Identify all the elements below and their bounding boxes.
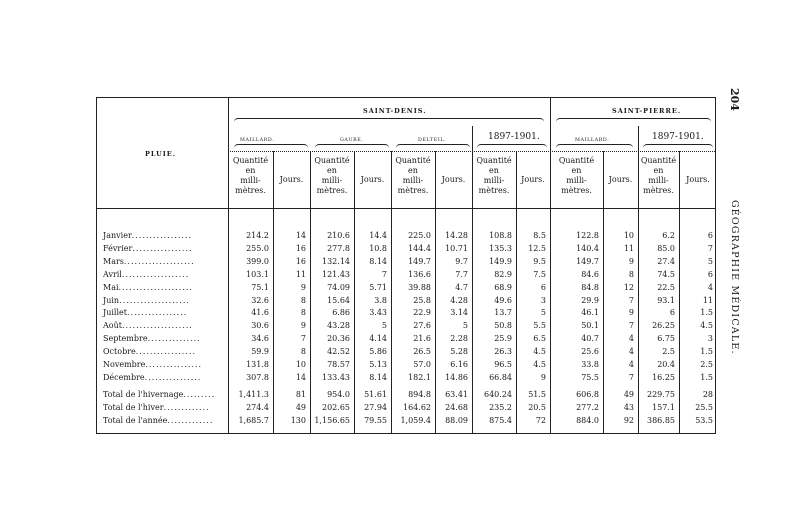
cell-value: 85.0: [657, 243, 675, 253]
sub-brace: [556, 144, 633, 149]
cell-value: 82.9: [494, 269, 512, 279]
cell-value: 14: [295, 372, 306, 382]
cell-value: 68.9: [494, 282, 512, 292]
cell-value: 277.2: [576, 402, 599, 412]
cell-value: 75.5: [581, 372, 599, 382]
heading-line: en: [489, 166, 499, 175]
cell-value: 225.0: [408, 231, 431, 240]
cell-value: 14.4: [369, 231, 387, 240]
row-label-text: Février: [103, 243, 133, 253]
sub-brace: [477, 144, 547, 149]
cell-value: 24.68: [445, 402, 468, 412]
group-brace: [234, 118, 544, 123]
cell-value: 4.5: [533, 360, 546, 369]
cell-value: 884.0: [576, 415, 599, 425]
cell-value: 6: [707, 231, 713, 240]
cell-value: 6: [669, 308, 675, 318]
leader-dots: .............: [167, 415, 214, 425]
heading-line: mètres.: [316, 186, 348, 195]
cell-value: 25.9: [494, 334, 512, 344]
running-head: GÉOGRAPHIE MÉDICALE.: [729, 200, 740, 355]
cell-value: 9: [628, 256, 634, 266]
column-quantity-heading: [550, 156, 603, 196]
leader-dots: ....................: [123, 256, 195, 266]
cell-value: 3.43: [369, 308, 387, 318]
heading-line: mètres.: [397, 186, 429, 195]
cell-value: 27.6: [413, 321, 431, 331]
cell-value: 5: [381, 321, 387, 331]
cell-value: 39.88: [408, 282, 431, 292]
column-days-heading: Jours.: [608, 175, 633, 184]
heading-line: Quantité: [476, 156, 512, 165]
heading-line: milli-: [321, 176, 343, 185]
cell-value: 59.9: [251, 347, 269, 357]
cell-value: 7.5: [533, 269, 546, 279]
cell-value: 133.43: [322, 372, 350, 382]
cell-value: 399.0: [246, 256, 269, 266]
cell-value: 3: [707, 334, 713, 344]
cell-value: 25.5: [695, 402, 713, 412]
heading-line: en: [327, 166, 337, 175]
heading-line: Quantité: [640, 156, 677, 165]
cell-value: 57.0: [413, 360, 431, 369]
group-saint-denis: SAINT-DENIS.: [363, 107, 427, 115]
sub-header: MAILLARD.: [240, 138, 275, 143]
leader-dots: .........: [183, 390, 216, 399]
cell-value: 84.8: [581, 282, 599, 292]
cell-value: 10.8: [369, 243, 387, 253]
cell-value: 34.6: [251, 334, 269, 344]
heading-line: Quantité: [232, 156, 269, 165]
cell-value: 894.8: [408, 390, 431, 399]
row-label: [103, 283, 193, 292]
cell-value: 78.57: [327, 360, 350, 369]
row-label: [103, 296, 190, 305]
row-label-text: Mars: [103, 256, 124, 266]
heading-line: mètres.: [643, 186, 674, 195]
row-label: [103, 244, 193, 253]
cell-value: 5.71: [369, 282, 387, 292]
heading-line: Quantité: [558, 156, 595, 165]
row-label: [103, 347, 196, 356]
cell-value: 43: [623, 402, 634, 412]
cell-value: 6.75: [657, 334, 675, 344]
heading-line: Quantité: [314, 156, 350, 165]
cell-value: 1.5: [700, 347, 713, 357]
cell-value: 10: [295, 360, 306, 369]
row-label-text: Total de l'hiver: [103, 402, 164, 412]
row-label: [103, 308, 187, 317]
cell-value: 121.43: [322, 269, 350, 279]
group-brace: [556, 118, 711, 123]
row-label: [103, 360, 202, 369]
cell-value: 8.14: [369, 256, 387, 266]
heading-line: milli-: [483, 176, 505, 185]
cell-value: 15.64: [327, 295, 350, 305]
leader-dots: ...............: [147, 334, 201, 344]
cell-value: 3.8: [374, 295, 387, 305]
heading-line: milli-: [566, 176, 587, 185]
cell-value: 6: [540, 282, 546, 292]
cell-value: 21.6: [413, 334, 431, 344]
row-label-text: Septembre: [103, 334, 148, 344]
cell-value: 10.71: [445, 243, 468, 253]
sub-brace: [234, 144, 308, 149]
cell-value: 108.8: [489, 231, 512, 240]
cell-value: 307.8: [246, 372, 269, 382]
heading-line: Quantité: [395, 156, 431, 165]
cell-value: 9: [628, 308, 634, 318]
cell-value: 8: [300, 347, 306, 357]
cell-value: 49: [295, 402, 306, 412]
cell-value: 49: [623, 390, 634, 399]
leader-dots: .....................: [118, 282, 193, 292]
sub-header: MAILLARD.: [575, 138, 610, 143]
cell-value: 1.5: [700, 308, 713, 318]
leader-dots: .............: [163, 402, 210, 412]
row-header: PLUIE.: [145, 150, 177, 158]
cell-value: 4.28: [450, 295, 468, 305]
cell-value: 33.8: [581, 360, 599, 369]
cell-value: 12: [623, 282, 634, 292]
cell-value: 6.16: [450, 360, 468, 369]
column-days-heading: Jours.: [521, 175, 545, 184]
cell-value: 66.84: [489, 372, 512, 382]
column-days-heading: Jours.: [279, 175, 304, 184]
cell-value: 72: [535, 415, 546, 425]
heading-line: milli-: [402, 176, 424, 185]
cell-value: 16: [295, 256, 306, 266]
sub-brace: [315, 144, 389, 149]
column-quantity-heading: [472, 156, 516, 196]
cell-value: 4: [628, 347, 634, 357]
row-label-text: Octobre: [103, 347, 136, 357]
cell-value: 14.86: [445, 372, 468, 382]
sub-header: DELTEIL.: [418, 138, 447, 143]
cell-value: 1,156.65: [314, 415, 350, 425]
cell-value: 75.1: [251, 282, 269, 292]
leader-dots: ................: [145, 360, 203, 369]
cell-value: 954.0: [327, 390, 350, 399]
cell-value: 20.4: [657, 360, 675, 369]
page-number: 204: [728, 88, 741, 111]
cell-value: 41.6: [251, 308, 269, 318]
cell-value: 11: [295, 269, 306, 279]
cell-value: 277.8: [327, 243, 350, 253]
cell-value: 16.25: [652, 372, 675, 382]
heading-line: mètres.: [235, 186, 266, 195]
cell-value: 103.1: [246, 269, 269, 279]
cell-value: 157.1: [652, 402, 675, 412]
cell-value: 2.5: [700, 360, 713, 369]
rule: [550, 98, 551, 433]
cell-value: 26.25: [652, 321, 675, 331]
cell-value: 7: [628, 372, 634, 382]
row-label-text: Août: [103, 321, 122, 331]
cell-value: 16: [295, 243, 306, 253]
cell-value: 164.62: [403, 402, 431, 412]
cell-value: 4.7: [455, 282, 468, 292]
cell-value: 22.9: [413, 308, 431, 318]
cell-value: 96.5: [494, 360, 512, 369]
column-days-heading: Jours.: [360, 175, 385, 184]
cell-value: 130: [290, 415, 306, 425]
cell-value: 4.5: [533, 347, 546, 357]
row-label: [103, 321, 193, 330]
cell-value: 50.1: [581, 321, 599, 331]
cell-value: 4: [628, 334, 634, 344]
cell-value: 29.9: [581, 295, 599, 305]
column-quantity-heading: [391, 156, 435, 196]
cell-value: 7: [707, 243, 713, 253]
cell-value: 7: [628, 295, 634, 305]
cell-value: 132.14: [322, 256, 350, 266]
row-label: [103, 270, 189, 279]
heading-line: mètres.: [478, 186, 510, 195]
cell-value: 1,411.3: [238, 390, 269, 399]
cell-value: 8: [300, 295, 306, 305]
cell-value: 5: [540, 308, 546, 318]
cell-value: 5.28: [450, 347, 468, 357]
cell-value: 9.5: [533, 256, 546, 266]
cell-value: 27.94: [364, 402, 387, 412]
cell-value: 5: [462, 321, 468, 331]
cell-value: 4.14: [369, 334, 387, 344]
cell-value: 255.0: [246, 243, 269, 253]
leader-dots: ....................: [121, 321, 193, 331]
cell-value: 49.6: [494, 295, 512, 305]
cell-value: 5.13: [369, 360, 387, 369]
cell-value: 8: [628, 269, 634, 279]
leader-dots: ................: [144, 372, 202, 382]
cell-value: 7: [628, 321, 634, 331]
cell-value: 43.28: [327, 321, 350, 331]
cell-value: 149.7: [576, 256, 599, 266]
cell-value: 136.6: [408, 269, 431, 279]
cell-value: 6: [707, 269, 713, 279]
cell-value: 2.28: [450, 334, 468, 344]
row-label: [103, 416, 213, 425]
sub-header: 1897-1901.: [652, 132, 704, 142]
cell-value: 81: [295, 390, 306, 399]
cell-value: 8.5: [533, 231, 546, 240]
cell-value: 210.6: [327, 231, 350, 240]
cell-value: 13.7: [494, 308, 512, 318]
sub-header: 1897-1901.: [488, 132, 540, 142]
column-days-heading: Jours.: [686, 175, 710, 184]
row-label-text: Juin: [103, 295, 120, 305]
cell-value: 135.3: [489, 243, 512, 253]
rainfall-table: [96, 97, 716, 434]
cell-value: 22.5: [657, 282, 675, 292]
heading-line: en: [408, 166, 418, 175]
cell-value: 74.09: [327, 282, 350, 292]
cell-value: 53.5: [695, 415, 713, 425]
cell-value: 11: [702, 295, 713, 305]
cell-value: 20.5: [528, 402, 546, 412]
row-label: [103, 373, 201, 382]
header-rule: [97, 208, 715, 209]
cell-value: 12.5: [528, 243, 546, 253]
cell-value: 14.28: [445, 231, 468, 240]
row-label-text: Novembre: [103, 360, 146, 369]
sub-brace: [643, 144, 713, 149]
cell-value: 3: [540, 295, 546, 305]
cell-value: 202.65: [322, 402, 350, 412]
cell-value: 9.7: [455, 256, 468, 266]
leader-dots: .................: [132, 243, 193, 253]
cell-value: 131.8: [246, 360, 269, 369]
cell-value: 182.1: [408, 372, 431, 382]
heading-line: en: [653, 166, 664, 175]
cell-value: 25.8: [413, 295, 431, 305]
cell-value: 63.41: [445, 390, 468, 399]
leader-dots: .................: [135, 347, 196, 357]
row-label: [103, 334, 201, 343]
cell-value: 5.5: [533, 321, 546, 331]
cell-value: 40.7: [581, 334, 599, 344]
leader-dots: .................: [131, 231, 192, 240]
cell-value: 9: [540, 372, 546, 382]
cell-value: 229.75: [647, 390, 675, 399]
cell-value: 1,685.7: [238, 415, 269, 425]
cell-value: 122.8: [576, 231, 599, 240]
cell-value: 51.5: [528, 390, 546, 399]
cell-value: 7: [381, 269, 387, 279]
cell-value: 84.6: [581, 269, 599, 279]
heading-line: mètres.: [561, 186, 592, 195]
cell-value: 8: [300, 308, 306, 318]
cell-value: 144.4: [408, 243, 431, 253]
cell-value: 1,059.4: [400, 415, 431, 425]
cell-value: 7: [300, 334, 306, 344]
cell-value: 140.4: [576, 243, 599, 253]
cell-value: 274.4: [246, 402, 269, 412]
cell-value: 214.2: [246, 231, 269, 240]
row-label-text: Avril: [103, 269, 122, 279]
cell-value: 27.4: [657, 256, 675, 266]
row-label-text: Juillet: [103, 308, 127, 318]
row-label-text: Total de l'année: [103, 415, 168, 425]
cell-value: 149.7: [408, 256, 431, 266]
heading-line: milli-: [648, 176, 669, 185]
column-days-heading: Jours.: [441, 175, 466, 184]
leader-dots: .................: [126, 308, 188, 318]
cell-value: 5.86: [369, 347, 387, 357]
cell-value: 4: [707, 282, 713, 292]
row-label: [103, 403, 210, 412]
cell-value: 6.2: [662, 231, 675, 240]
cell-value: 42.52: [327, 347, 350, 357]
cell-value: 6.86: [332, 308, 350, 318]
cell-value: 74.5: [657, 269, 675, 279]
cell-value: 14: [295, 231, 306, 240]
column-quantity-heading: [638, 156, 679, 196]
cell-value: 46.1: [581, 308, 599, 318]
cell-value: 88.09: [445, 415, 468, 425]
leader-dots: ...................: [121, 269, 190, 279]
cell-value: 9: [300, 321, 306, 331]
cell-value: 149.9: [489, 256, 512, 266]
row-label-text: Janvier: [103, 231, 132, 240]
cell-value: 1.5: [700, 372, 713, 382]
cell-value: 93.1: [657, 295, 675, 305]
row-label-text: Total de l'hivernage: [103, 390, 184, 399]
cell-value: 640.24: [484, 390, 512, 399]
cell-value: 50.8: [494, 321, 512, 331]
heading-line: en: [245, 166, 256, 175]
row-label-text: Décembre: [103, 372, 145, 382]
cell-value: 28: [702, 390, 713, 399]
cell-value: 10: [623, 231, 634, 240]
row-label: [103, 390, 215, 399]
cell-value: 51.61: [364, 390, 387, 399]
cell-value: 875.4: [489, 415, 512, 425]
row-label: [103, 231, 192, 240]
heading-line: milli-: [240, 176, 261, 185]
cell-value: 32.6: [251, 295, 269, 305]
cell-value: 11: [623, 243, 634, 253]
cell-value: 30.6: [251, 321, 269, 331]
group-saint-pierre: SAINT-PIERRE.: [612, 107, 682, 115]
row-label-text: Mai: [103, 282, 119, 292]
row-label: [103, 257, 195, 266]
rule: [228, 151, 715, 152]
cell-value: 7.7: [455, 269, 468, 279]
cell-value: 386.85: [647, 415, 675, 425]
leader-dots: ....................: [119, 295, 190, 305]
cell-value: 2.5: [662, 347, 675, 357]
cell-value: 4: [628, 360, 634, 369]
cell-value: 26.3: [494, 347, 512, 357]
cell-value: 8.14: [369, 372, 387, 382]
cell-value: 235.2: [489, 402, 512, 412]
cell-value: 20.36: [327, 334, 350, 344]
cell-value: 5: [707, 256, 713, 266]
heading-line: en: [571, 166, 582, 175]
cell-value: 3.14: [450, 308, 468, 318]
cell-value: 606.8: [576, 390, 599, 399]
cell-value: 92: [623, 415, 634, 425]
sub-brace: [396, 144, 470, 149]
cell-value: 6.5: [533, 334, 546, 344]
cell-value: 79.55: [364, 415, 387, 425]
column-quantity-heading: [310, 156, 354, 196]
cell-value: 26.5: [413, 347, 431, 357]
cell-value: 9: [300, 282, 306, 292]
column-quantity-heading: [228, 156, 273, 196]
sub-header: GAUBE.: [340, 138, 364, 143]
cell-value: 4.5: [700, 321, 713, 331]
cell-value: 25.6: [581, 347, 599, 357]
